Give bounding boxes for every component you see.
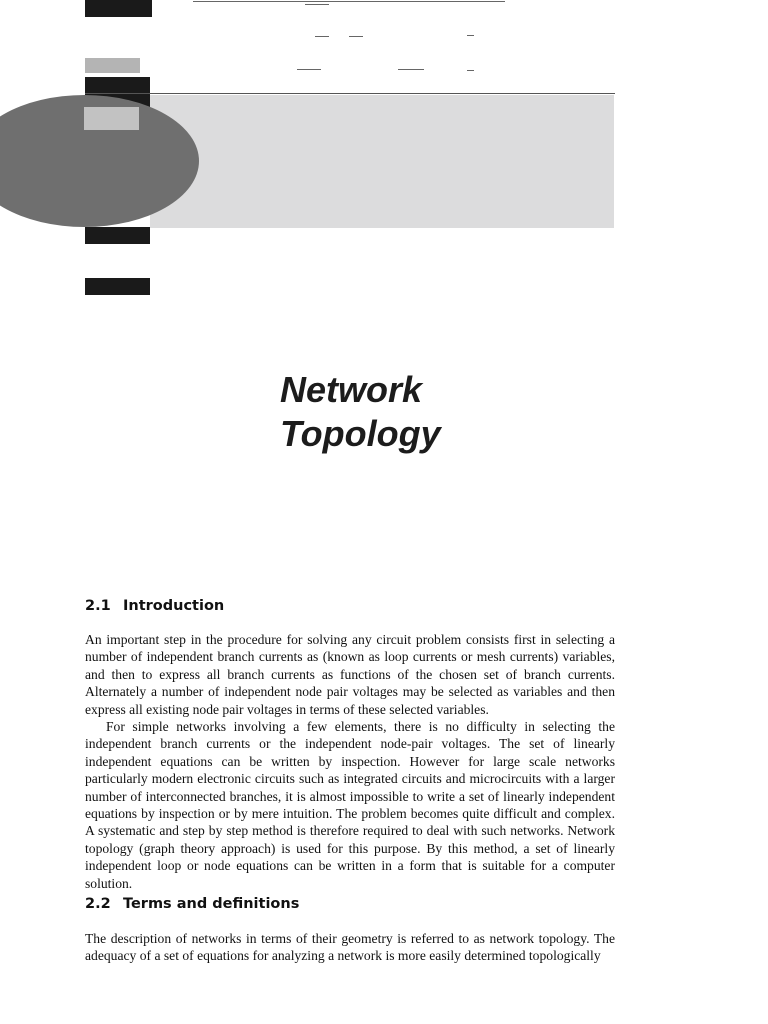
section-number: 2.1	[85, 598, 111, 614]
section-number: 2.2	[85, 896, 111, 912]
header-short-rule	[305, 4, 329, 5]
chapter-title	[280, 368, 441, 456]
section-body-terms-definitions	[85, 930, 615, 965]
section-title: Terms and definitions	[123, 896, 300, 912]
chapter-title-line2: Topology	[280, 413, 441, 454]
header-dash	[349, 36, 363, 37]
section-title: Introduction	[123, 598, 225, 614]
paragraph: An important step in the procedure for solving any circuit problem consists first in selecting a number of independent branch currents as (known as loop currents or mesh currents) variables, and then to express all branch currents as functions of the chosen set of branch currents. Alternately a number of independent node pair voltages may be selected as variables and then express all existing node pair voltages in terms of these selected variables.	[85, 632, 615, 717]
paragraph: The description of networks in terms of their geometry is referred to as network topology. The adequacy of a set of equations for analyzing a network is more easily determined topologically	[85, 931, 615, 964]
ellipse-inner-strip	[84, 107, 139, 130]
paragraph: For simple networks involving a few elements, there is no difficulty in selecting the independent branch currents or the independent node-pair voltages. The set of linearly independent equations can be written by inspection. However for large scale networks particularly modern electronic circuits such as integrated circuits and microcircuits with a larger number of interconnected branches, it is almost impossible to write a set of linearly independent equations by inspection or by mere intuition. The problem becomes quite difficult and complex. A systematic and step by step method is therefore required to deal with such networks. Network topology (graph theory approach) is used for this purpose. By this method, a set of linearly independent loop or node equations can be written in a form that is suitable for a computer solution.	[85, 719, 615, 891]
header-black-bar-low	[85, 278, 150, 295]
header-dash	[398, 69, 424, 70]
chapter-band-rule	[85, 93, 615, 94]
chapter-title-line1: Network	[280, 369, 423, 410]
header-gray-strip	[85, 58, 140, 73]
header-thin-rule	[193, 1, 505, 2]
chapter-band	[150, 95, 614, 228]
header-dash	[297, 69, 321, 70]
header-dash	[467, 70, 474, 71]
section-body-introduction	[85, 631, 615, 892]
header-dash	[467, 35, 474, 36]
header-black-bar-top	[85, 0, 152, 17]
header-black-bar-mid	[85, 227, 150, 244]
section-heading-terms-definitions	[85, 896, 299, 912]
section-heading-introduction	[85, 598, 224, 614]
header-dash	[315, 36, 329, 37]
